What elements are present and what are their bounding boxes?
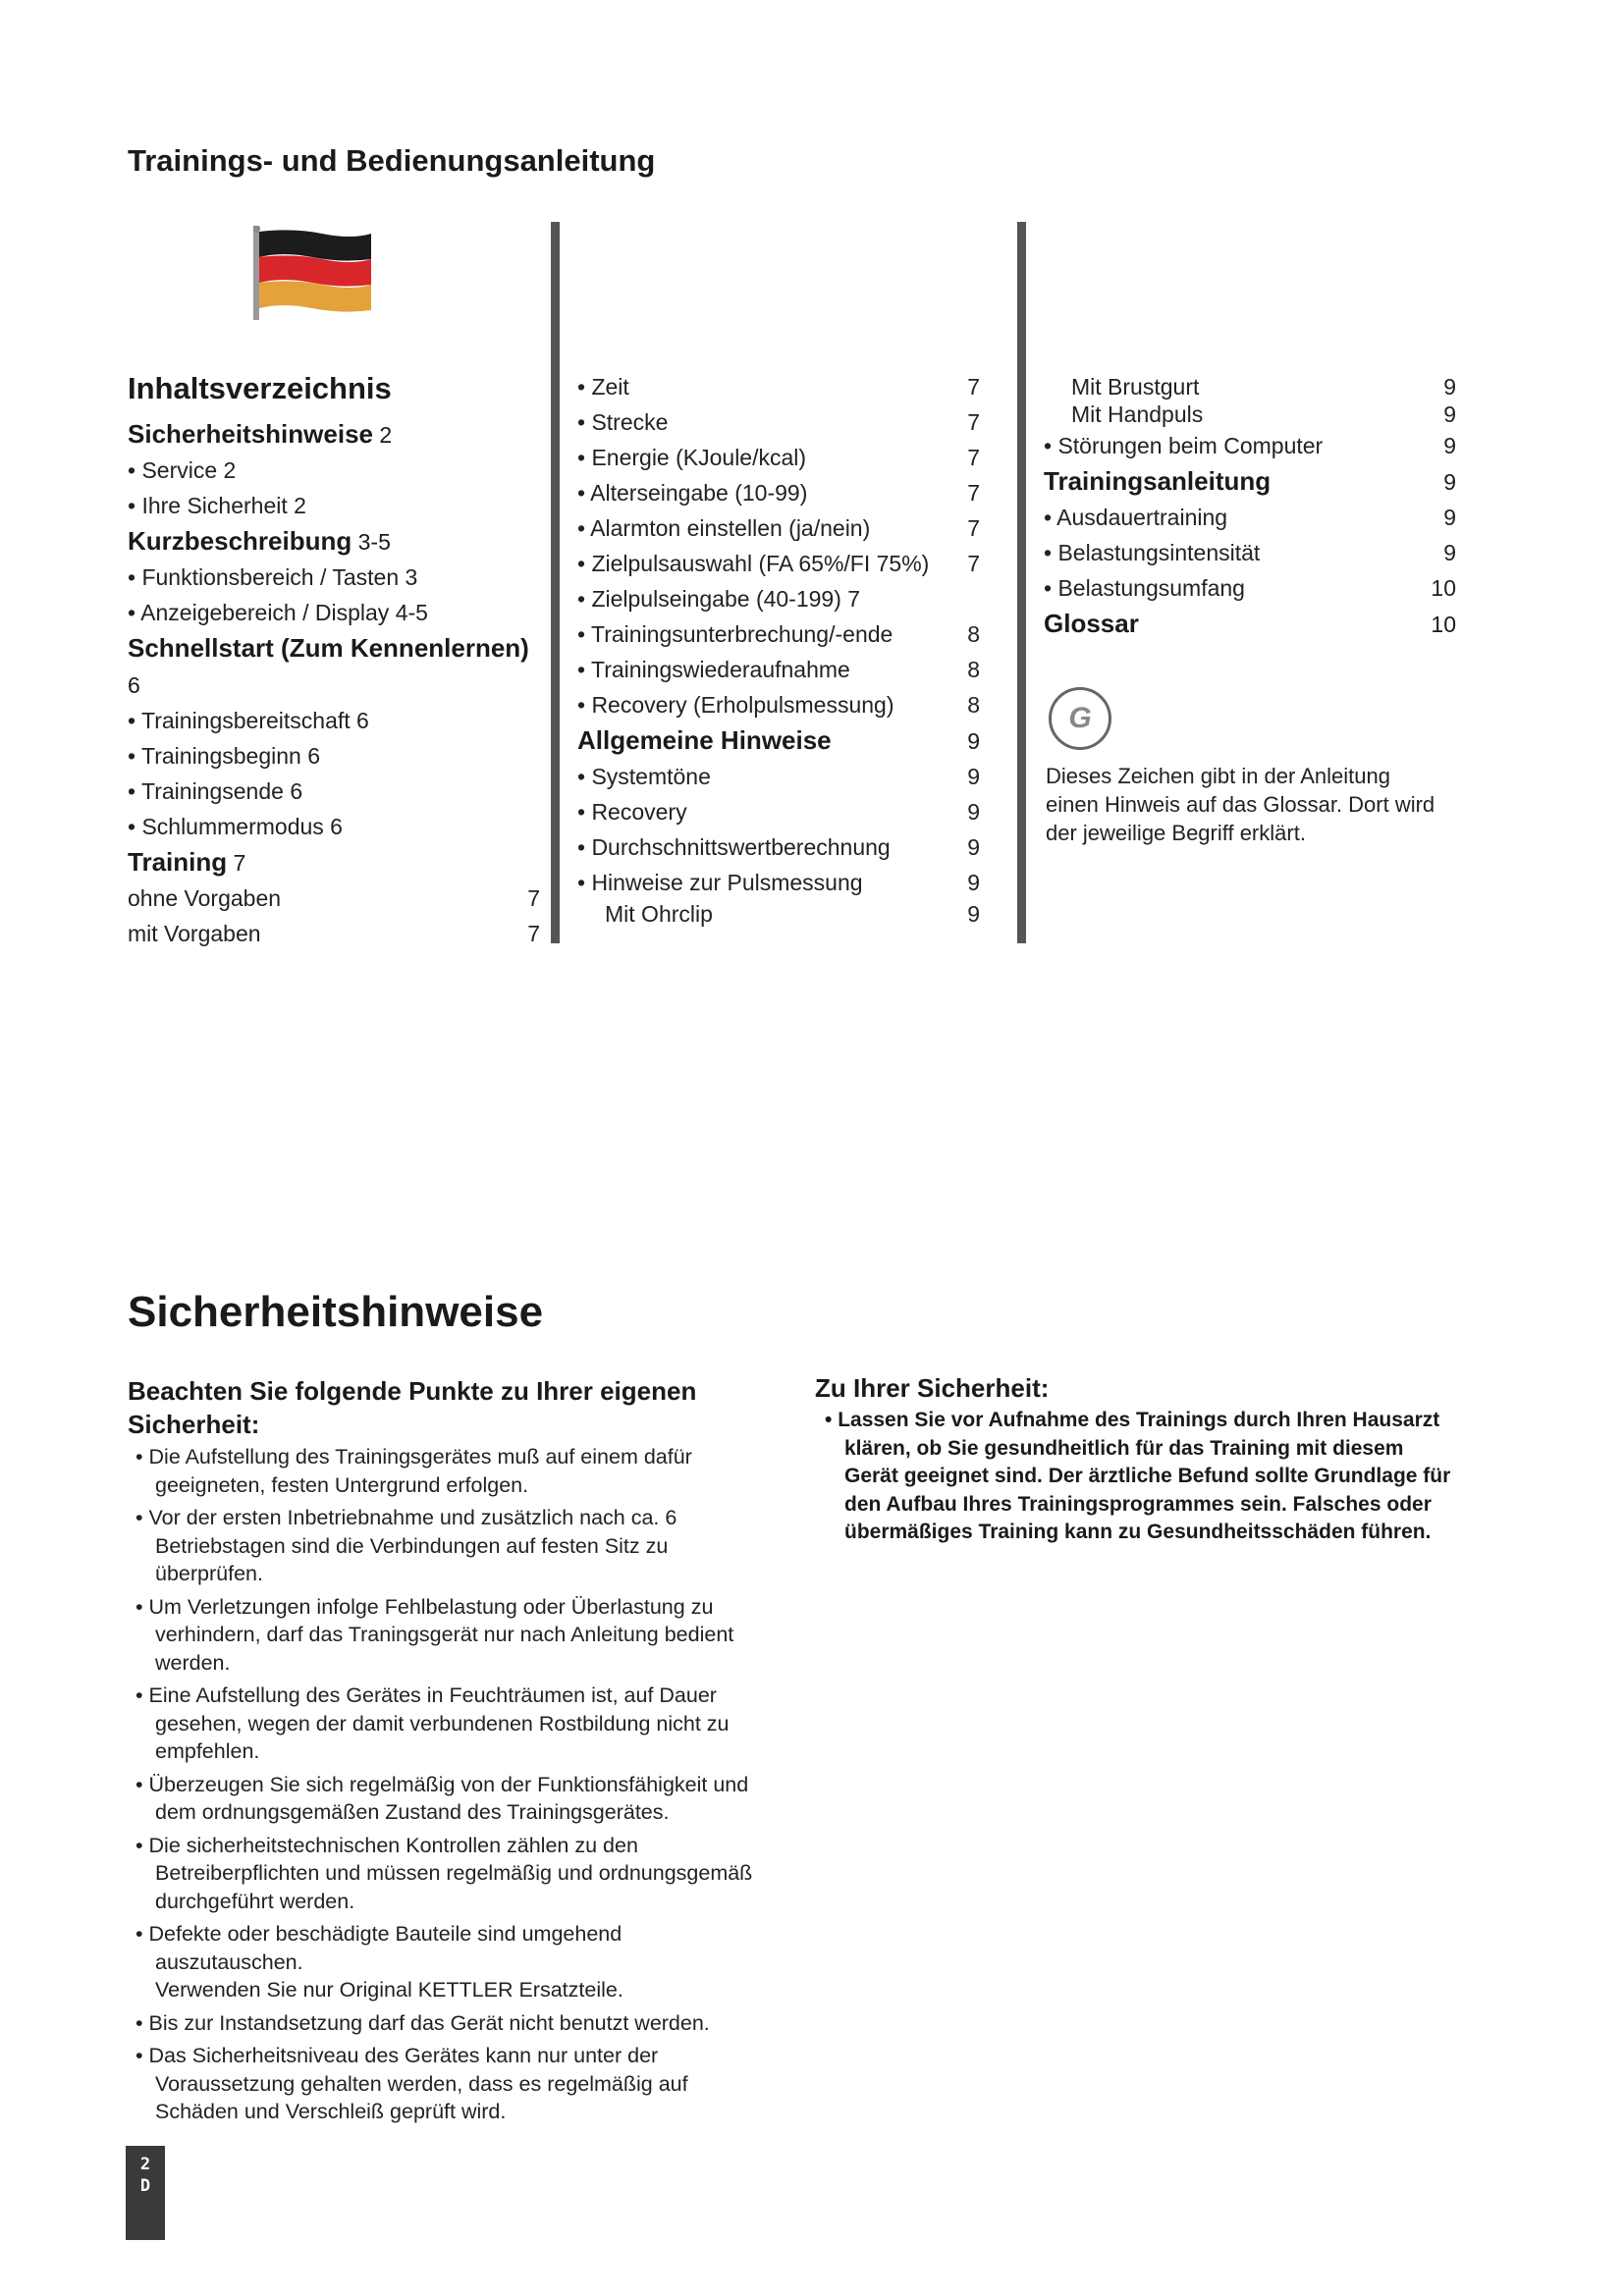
toc-entry [128,881,540,916]
toc-page: 9 [1443,469,1456,495]
page-number: 2 [139,2155,151,2174]
toc-label: mit Vorgaben [128,921,261,946]
safety-bullet-text: Verwenden Sie nur Original KETTLER Ersatzteile. [155,1978,623,2002]
toc-page: 9 [1443,433,1456,458]
safety-bullet-bold: • Lassen Sie vor Aufnahme des Trainings durch Ihren Hausarzt klären, ob Sie gesundheitlich für das Training mit diesem Gerät geeignet sind. Der ärztliche Befund sollte Grundlage für den Aufbau Ihres Trainingsprogrammes sein. Falsches oder übermäßiges Training kann zu Gesundheitsschäden führen. [825,1409,1451,1543]
column-divider-2 [1017,222,1026,943]
toc-page: 8 [967,621,980,647]
toc-label: • Belastungsintensität [1044,540,1261,565]
toc-section [128,523,540,560]
toc-label: • Trainingsunterbrechung/-ende [577,621,893,647]
toc-page: 3 [399,564,418,590]
toc-label: Mit Handpuls [1071,401,1204,427]
toc-label: • Zielpulseingabe (40-199) [577,586,841,612]
safety-bullet-text: Eine Aufstellung des Gerätes in Feuchträumen ist, auf Dauer gesehen, wegen der damit verbundenen Rostbildung nicht zu empfehlen. [148,1683,730,1763]
toc-label: Sicherheitshinweise [128,419,373,449]
toc-entry [1044,500,1456,535]
safety-bullet: • Defekte oder beschädigte Bauteile sind umgehend auszutauschen. Verwenden Sie nur Original KETTLER Ersatzteile. [128,1920,766,2004]
safety-right-heading: Zu Ihrer Sicherheit: [815,1373,1050,1403]
toc-entry [577,369,980,404]
toc-label: Allgemeine Hinweise [577,725,832,755]
toc-page: 9 [967,834,980,860]
toc-column-1 [128,367,540,951]
toc-page: 6 [300,743,321,769]
toc-label: ohne Vorgaben [128,885,282,911]
safety-bullet: • Eine Aufstellung des Gerätes in Feuchträumen ist, auf Dauer gesehen, wegen der damit verbundenen Rostbildung nicht zu empfehlen. [135,1683,730,1763]
toc-page: 9 [1443,540,1456,565]
toc-column-2 [577,369,980,928]
german-flag-icon [253,226,377,320]
toc-page: 6 [283,778,303,804]
toc-column-3 [1044,373,1456,642]
toc-page: 8 [967,692,980,718]
toc-entry [1044,400,1456,428]
toc-entry [128,560,540,595]
toc-page: 8 [967,657,980,682]
toc-page: 7 [967,515,980,541]
toc-page: 9 [967,901,980,927]
toc-label: • Hinweise zur Pulsmessung [577,870,863,895]
toc-entry [577,404,980,440]
toc-entry [1044,373,1456,400]
toc-label: • Zielpulsauswahl (FA 65%/FI 75%) [577,551,930,576]
toc-entry [577,652,980,687]
toc-entry [577,475,980,510]
toc-entry [577,510,980,546]
toc-page: 9 [1443,505,1456,530]
toc-page: 2 [372,422,393,448]
toc-page: 9 [967,728,980,754]
toc-page: 10 [1431,612,1456,637]
toc-entry [128,453,540,488]
toc-label: • Recovery (Erholpulsmessung) [577,692,894,718]
toc-entry [1044,570,1456,606]
safety-left-heading: Beachten Sie folgende Punkte zu Ihrer eigenen Sicherheit: [128,1376,697,1439]
toc-section [128,416,540,453]
toc-label: • Alterseingabe (10-99) [577,480,808,506]
toc-page: 3-5 [352,529,391,555]
toc-label: • Service [128,457,218,483]
toc-entry [577,829,980,865]
toc-label: • Störungen beim Computer [1044,433,1324,458]
document-title: Trainings- und Bedienungsanleitung [128,143,656,178]
toc-label: • Trainingsende [128,778,284,804]
toc-entry [577,759,980,794]
toc-entry [1044,428,1456,463]
toc-page: 9 [1443,401,1456,427]
toc-entry [128,916,540,951]
safety-bullet: • Vor der ersten Inbetriebnahme und zusätzlich nach ca. 6 Betriebstagen sind die Verbindungen auf festen Sitz zu überprüfen. [135,1506,677,1585]
toc-page: 9 [1443,374,1456,400]
toc-entry [577,440,980,475]
toc-page: 7 [967,409,980,435]
safety-bullet: • Bis zur Instandsetzung darf das Gerät nicht benutzt werden. [135,2010,710,2035]
toc-page: 9 [967,799,980,825]
toc-label: • Trainingswiederaufnahme [577,657,850,682]
toc-label: • Systemtöne [577,764,711,789]
page-tab [126,2146,165,2240]
toc-page: 2 [217,457,237,483]
toc-entry [577,794,980,829]
toc-entry [128,738,540,774]
toc-entry [128,595,540,630]
toc-entry [128,488,540,523]
toc-label: • Ihre Sicherheit [128,493,288,518]
safety-bullet-text: Defekte oder beschädigte Bauteile sind umgehend auszutauschen. [148,1922,623,1974]
toc-page: 9 [967,764,980,789]
toc-page: 9 [967,870,980,895]
safety-bullet: • Um Verletzungen infolge Fehlbelastung oder Überlastung zu verhindern, darf das Traningsgerät nur nach Anleitung bedient werden. [135,1594,734,1675]
toc-label: • Ausdauertraining [1044,505,1228,530]
toc-entry [577,865,980,900]
safety-bullet-text: Die Aufstellung des Trainingsgerätes muß auf einem dafür geeigneten, festen Untergrund erfolgen. [148,1445,692,1497]
toc-page: 6 [350,708,369,733]
column-divider-1 [551,222,560,943]
toc-label: Mit Brustgurt [1071,374,1200,400]
safety-bullet: • Die sicherheitstechnischen Kontrollen zählen zu den Betreiberpflichten und müssen regelmäßig und ordnungsgemäß durchgeführt werden. [135,1833,753,1913]
toc-entry [577,581,980,616]
toc-entry [128,703,540,738]
toc-heading: Inhaltsverzeichnis [128,371,392,405]
toc-page: 2 [287,493,306,518]
safety-bullet-text: Das Sicherheitsniveau des Gerätes kann nur unter der Voraussetzung gehalten werden, dass es regelmäßig auf Schäden und Verschleiß geprüft wird. [148,2044,688,2123]
toc-entry [128,809,540,844]
toc-label: Kurzbeschreibung [128,526,352,556]
toc-page: 7 [967,480,980,506]
toc-label: • Strecke [577,409,669,435]
glossar-icon: G [1049,687,1111,750]
toc-page: 6 [323,814,343,839]
glossar-note: Dieses Zeichen gibt in der Anleitung einen Hinweis auf das Glossar. Dort wird der jeweilige Begriff erklärt. [1046,764,1435,845]
safety-bullet-text: Überzeugen Sie sich regelmäßig von der Funktionsfähigkeit und dem ordnungsgemäßen Zustand des Trainingsgerätes. [148,1772,749,1824]
toc-entry [577,546,980,581]
safety-bullet-text: Um Verletzungen infolge Fehlbelastung oder Überlastung zu verhindern, darf das Traningsgerät nur nach Anleitung bedient werden. [148,1594,734,1675]
toc-label: Schnellstart (Zum Kennenlernen) [128,633,529,663]
safety-right-column [815,1371,1453,1547]
toc-label: • Energie (KJoule/kcal) [577,445,807,470]
toc-label: Glossar [1044,609,1139,638]
toc-section [1044,606,1456,642]
safety-bullet: • Das Sicherheitsniveau des Gerätes kann nur unter der Voraussetzung gehalten werden, dass es regelmäßig auf Schäden und Verschleiß geprüft wird. [135,2044,688,2123]
toc-label: Training [128,847,228,877]
toc-page: 7 [967,445,980,470]
safety-title: Sicherheitshinweise [128,1288,544,1336]
toc-label: • Alarmton einstellen (ja/nein) [577,515,871,541]
toc-section [128,844,540,881]
toc-label: • Trainingsbereitschaft [128,708,351,733]
toc-page: 4-5 [389,600,428,625]
toc-label: • Trainingsbeginn [128,743,301,769]
safety-bullet-text: Bis zur Instandsetzung darf das Gerät nicht benutzt werden. [148,2010,710,2035]
toc-label: • Funktionsbereich / Tasten [128,564,400,590]
toc-section [128,630,540,703]
toc-label: Trainingsanleitung [1044,466,1272,496]
toc-page: 7 [840,586,861,612]
toc-page: 7 [967,551,980,576]
toc-section [577,722,980,759]
toc-page: 7 [527,885,540,911]
toc-label: • Durchschnittswertberechnung [577,834,891,860]
safety-bullet: • Überzeugen Sie sich regelmäßig von der Funktionsfähigkeit und dem ordnungsgemäßen Zustand des Trainingsgerätes. [135,1772,749,1824]
toc-page: 6 [128,672,140,698]
toc-label: • Anzeigebereich / Display [128,600,390,625]
toc-label: • Belastungsumfang [1044,575,1245,601]
toc-label: Mit Ohrclip [605,901,713,927]
toc-entry [128,774,540,809]
toc-page: 7 [227,850,246,876]
safety-bullet-text: Lassen Sie vor Aufnahme des Trainings durch Ihren Hausarzt klären, ob Sie gesundheitlich für das Training mit diesem Gerät geeignet sind. Der ärztliche Befund sollte Grundlage für den Aufbau Ihres Trainingsprogrammes sein. Falsches oder übermäßiges Training kann zu Gesundheitsschäden führen. [838,1409,1451,1543]
toc-label: • Recovery [577,799,687,825]
toc-entry [577,900,980,928]
safety-bullet-text: Vor der ersten Inbetriebnahme und zusätzlich nach ca. 6 Betriebstagen sind die Verbindungen auf festen Sitz zu überprüfen. [148,1506,677,1585]
toc-label: • Zeit [577,374,629,400]
toc-entry [1044,535,1456,570]
safety-bullet-text: Die sicherheitstechnischen Kontrollen zählen zu den Betreiberpflichten und müssen regelmäßig und ordnungsgemäß durchgeführt werden. [148,1833,753,1913]
toc-section [1044,463,1456,500]
toc-entry [577,687,980,722]
toc-page: 10 [1431,575,1456,601]
safety-left-column [128,1374,766,2131]
language-code: D [139,2176,151,2196]
toc-page: 7 [967,374,980,400]
safety-bullet: • Die Aufstellung des Trainingsgerätes muß auf einem dafür geeigneten, festen Untergrund erfolgen. [135,1445,692,1497]
toc-page: 7 [527,921,540,946]
toc-entry [577,616,980,652]
toc-label: • Schlummermodus [128,814,324,839]
